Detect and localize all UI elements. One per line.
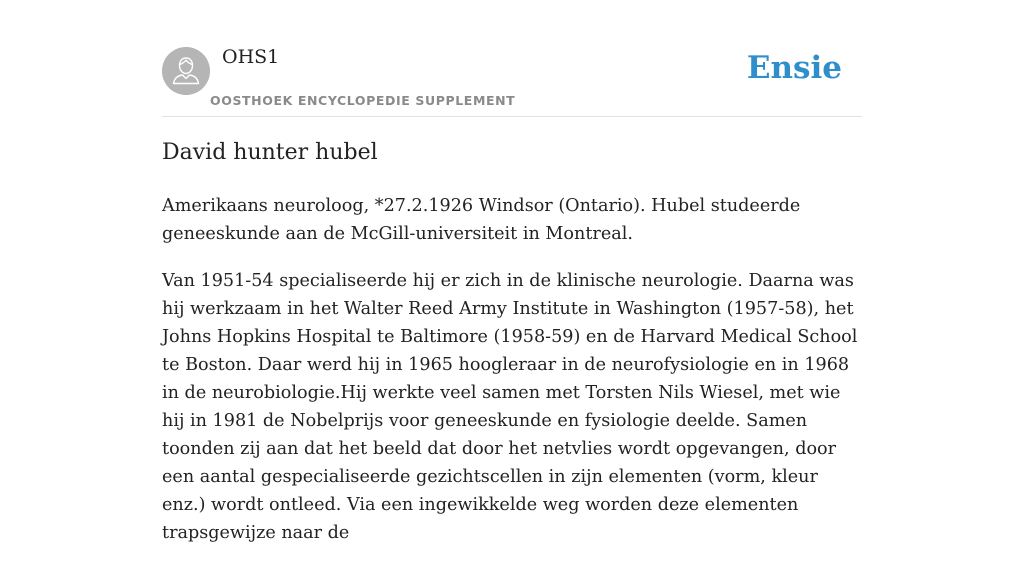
source-name[interactable]: OOSTHOEK ENCYCLOPEDIE SUPPLEMENT (210, 93, 516, 108)
header (162, 0, 862, 117)
ensie-logo-link[interactable]: Ensie (746, 50, 842, 86)
user-avatar-icon[interactable] (162, 47, 210, 95)
article-body (162, 192, 862, 566)
page-container (162, 0, 862, 543)
author-code[interactable]: OHS1 (222, 46, 280, 68)
page-title: David hunter hubel (162, 140, 378, 165)
article-paragraph: Amerikaans neuroloog, *27.2.1926 Windsor (Ontario). Hubel studeerde geneeskunde aan de McGill-universiteit in Montreal. (162, 196, 801, 244)
article-paragraph: Van 1951-54 specialiseerde hij er zich in de klinische neurologie. Daarna was hij werkzaam in het Walter Reed Army Institute in Washington (1957-58), het Johns Hopkins Hospital te Baltimore (1958-59) en de Harvard Medical School te Boston. Daar werd hij in 1965 hoogleraar in de neurofysiologie en in 1968 in de neurobiologie.Hij werkte veel samen met Torsten Nils Wiesel, met wie hij in 1981 de Nobelprijs voor geneeskunde en fysiologie deelde. Samen toonden zij aan dat het beeld dat door het netvlies wordt opgevangen, door een aantal gespecialiseerde gezichtscellen in zijn elementen (vorm, kleur enz.) wordt ontleed. Via een ingewikkelde weg worden deze elementen trapsgewijze naar de (162, 271, 858, 543)
